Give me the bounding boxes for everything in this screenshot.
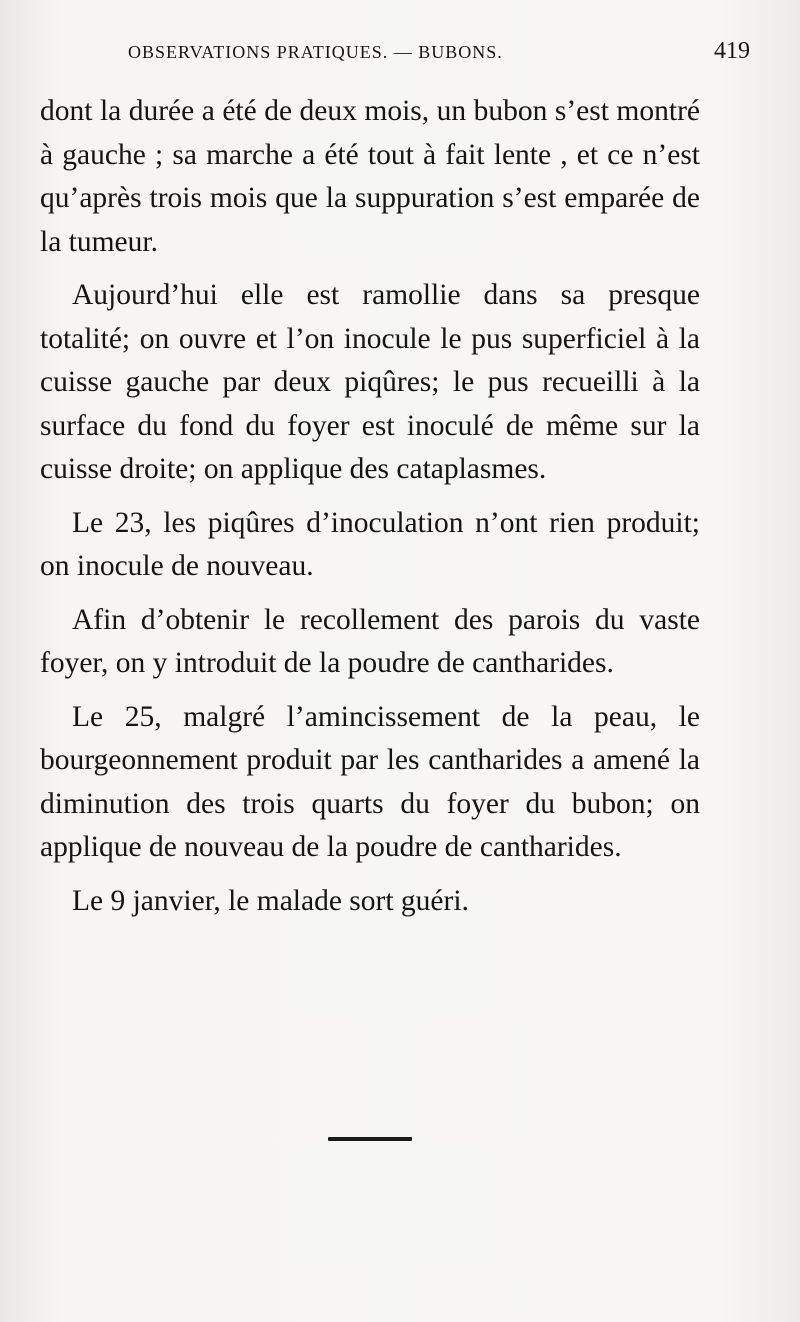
paragraph: Aujourd’hui elle est ramollie dans sa presque totalité; on ouvre et l’on inocule le pus superficiel à la cuisse gauche par deux piqûres; le pus recueilli à la surface du fond du foyer est inoculé de même sur la cuisse droite; on applique des cataplasmes. — [40, 279, 700, 485]
paragraph: Le 9 janvier, le malade sort guéri. — [72, 884, 469, 917]
paragraph: Le 23, les piqûres d’inoculation n’ont rien produit; on inocule de nouveau. — [40, 506, 700, 582]
paragraph: dont la durée a été de deux mois, un bubon s’est montré à gauche ; sa marche a été tout à fait lente , et ce n’est qu’après trois mois que la suppuration s’est emparée de la tumeur. — [40, 95, 700, 258]
page-number: 419 — [714, 38, 750, 64]
body-text — [40, 90, 700, 933]
section-end-rule — [328, 1137, 412, 1141]
paragraph: Afin d’obtenir le recollement des parois du vaste foyer, on y introduit de la poudre de cantharides. — [40, 603, 700, 679]
running-head: OBSERVATIONS PRATIQUES. — BUBONS. — [128, 42, 503, 62]
page-header — [40, 38, 750, 78]
paragraph: Le 25, malgré l’amincissement de la peau, le bourgeonnement produit par les cantharides a amené la diminution des trois quarts du foyer du bubon; on applique de nouveau de la poudre de cantharides. — [40, 700, 700, 863]
